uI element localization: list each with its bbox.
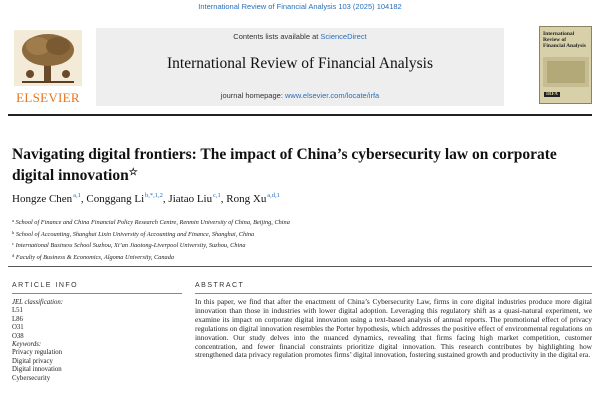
title-footnote-mark[interactable]: ☆	[128, 167, 138, 178]
keyword: Privacy regulation	[12, 349, 63, 357]
abstract-body: In this paper, we find that after the enactment of China’s Cybersecurity Law, firms in core digital industries produce more digital innovation than those in industries with lower digital adoption. Leveraging this regulatory shift as a quasi-natural experiment, we examine its impact on corporate digital innovation using a text-based analysis of annual reports. The promotional effect of privacy regulations on digital innovation resembles the Porter hypothesis, which addresses the positive effect of environmental regulations on innovation. Our study delves into the nuanced dynamics, revealing that firms facing high market competition, customer concentration, and fewer financial constraints prioritize digital innovation. This research contributes by highlighting how strengthened data privacy regulation promotes firms’ digital innovation, fostering sustained growth and productivity in the digital era.	[195, 297, 592, 360]
contents-prefix: Contents lists available at	[233, 32, 321, 41]
affiliation-text: School of Finance and China Financial Policy Research Centre, Renmin University of China, Beijing, China	[15, 219, 290, 226]
article-info-column	[12, 299, 182, 383]
author-name[interactable]: Rong Xu	[226, 193, 267, 205]
homepage-line	[96, 91, 504, 100]
article-info-heading: ARTICLE INFO	[12, 282, 79, 289]
author-name[interactable]: Hongze Chen	[12, 193, 73, 205]
homepage-prefix: journal homepage:	[220, 91, 285, 100]
article-title-text: Navigating digital frontiers: The impact of China’s cybersecurity law on corporate digital innovation	[12, 146, 557, 184]
affiliation-text: International Business School Suzhou, Xi’an Jiaotong-Liverpool University, Suzhou, China	[15, 242, 246, 250]
affiliation-key: b	[12, 229, 15, 235]
affiliation-item	[12, 228, 572, 240]
section-divider	[8, 266, 592, 267]
affiliation-item	[12, 251, 572, 263]
contents-line	[96, 32, 504, 41]
abstract-heading: ABSTRACT	[195, 282, 245, 289]
jel-code: L86	[12, 315, 23, 323]
elsevier-logo[interactable]	[8, 24, 88, 108]
journal-title: International Review of Financial Analysis	[166, 55, 434, 72]
cover-art-icon	[543, 57, 589, 87]
author-list: Hongze Chen $^{a,1}$, Conggang Li $^{b,*,1,2}$, Jiatao Liu $^{c,1}$, Rong Xu $^{a,d,1}$	[12, 192, 280, 205]
jel-code: O38	[12, 332, 24, 340]
affiliation-item	[12, 239, 572, 251]
publisher-name: ELSEVIER	[16, 90, 80, 105]
keyword: Digital innovation	[12, 366, 62, 374]
journal-homepage-link[interactable]: www.elsevier.com/locate/irfa	[285, 91, 380, 100]
affiliation-text: School of Accounting, Shanghai Lixin University of Accounting and Finance, Shanghai, China	[15, 230, 255, 238]
keywords-label: Keywords:	[12, 341, 42, 349]
affiliation-key: d	[12, 252, 15, 258]
affiliation-key: a	[12, 218, 14, 223]
cover-title: International Review of Financial Analysis	[543, 31, 586, 49]
affiliation-text: Faculty of Business & Economics, Algoma University, Canada	[15, 253, 174, 261]
author-name[interactable]: Jiatao Liu	[168, 193, 213, 205]
abstract-rule	[195, 293, 592, 294]
author-affiliation-mark[interactable]: c,1	[213, 192, 221, 199]
author-affiliation-mark[interactable]: b,*,1,2	[145, 192, 163, 199]
journal-cover-image[interactable]	[539, 26, 592, 104]
author-affiliation-mark[interactable]: a,d,1	[267, 192, 280, 199]
affiliation-key: c	[12, 241, 14, 247]
jel-label: JEL classification:	[12, 299, 64, 306]
author-name[interactable]: Conggang Li	[86, 193, 145, 205]
article-info-rule	[12, 293, 182, 294]
cover-mark: IRFA	[546, 92, 558, 97]
author-affiliation-mark[interactable]: a,1	[73, 192, 81, 199]
journal-header-panel	[96, 28, 504, 106]
keyword: Cybersecurity	[12, 374, 51, 382]
jel-code: L51	[12, 307, 23, 315]
jel-code: O31	[12, 324, 24, 332]
affiliations	[12, 216, 572, 262]
masthead	[8, 24, 592, 110]
affiliation-item	[12, 216, 572, 228]
sciencedirect-link[interactable]: ScienceDirect	[320, 32, 367, 41]
article-title	[12, 146, 572, 185]
header-divider	[8, 114, 592, 116]
journal-citation-link[interactable]: International Review of Financial Analysis 103 (2025) 104182	[198, 2, 402, 11]
elsevier-tree-icon	[14, 30, 82, 86]
keyword: Digital privacy	[12, 357, 53, 365]
